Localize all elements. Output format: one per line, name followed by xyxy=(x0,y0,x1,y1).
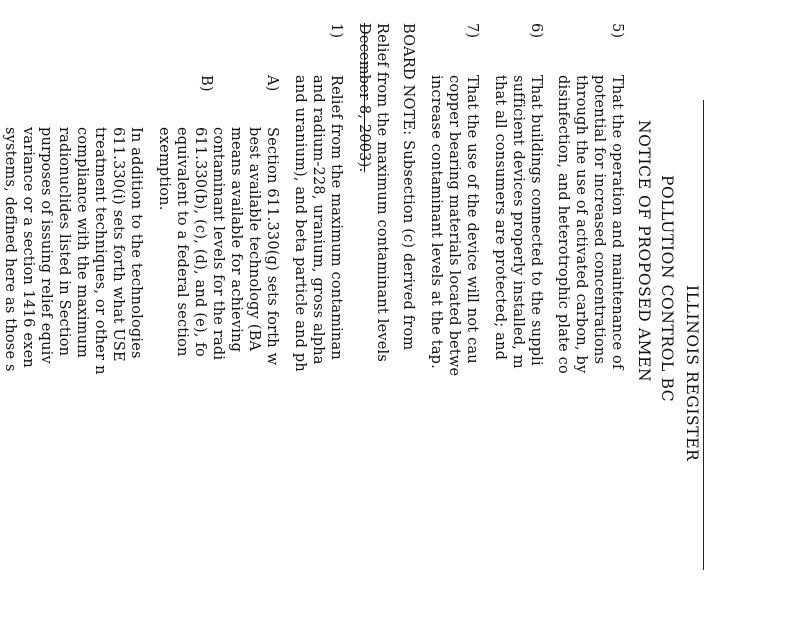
item-a-line: contaminant levels for the radi xyxy=(210,127,226,361)
item-1-line: Relief from the maximum contaminan xyxy=(328,75,344,360)
notice-title: NOTICE OF PROPOSED AMEN xyxy=(635,120,653,383)
document-paper xyxy=(2,0,800,618)
item-b-line: purposes of issuing relief equiv xyxy=(38,127,54,364)
board-title: POLLUTION CONTROL BC xyxy=(658,175,676,403)
item-7-line: copper bearing materials located betwe xyxy=(446,75,462,377)
item-7-line: increase contaminant levels at the tap. xyxy=(428,75,444,369)
item-a-line: Section 611.330(g) sets forth w xyxy=(264,127,280,366)
item-6-line: that all consumers are protected; and xyxy=(492,75,508,361)
item-b-line: systems, defined here as those s xyxy=(2,127,18,372)
item-b-line: treatment techniques, or other n xyxy=(92,127,108,375)
item-5-line: That the operation and maintenance of xyxy=(609,75,625,370)
header-rule xyxy=(703,100,704,570)
item-7-label: 7) xyxy=(464,23,480,39)
item-a-line: means available for achieving xyxy=(228,127,244,353)
item-b-label: B) xyxy=(198,75,214,92)
item-6-line: sufficient devices properly installed, m xyxy=(510,75,526,369)
item-a-label: A) xyxy=(264,75,280,92)
item-b-line: radionuclides listed in Section xyxy=(56,127,72,357)
item-6-line: That buildings connected to the suppli xyxy=(528,75,544,366)
item-a-line: equivalent to a federal section xyxy=(174,127,190,357)
board-note: BOARD NOTE: Subsection (c) derived from xyxy=(400,23,416,351)
item-7-line: That the use of the device will not cau xyxy=(464,75,480,364)
item-a-line: 611.330(b), (c), (d), and (e), fo xyxy=(192,127,208,357)
item-1-line: and uranium), and beta particle and ph xyxy=(292,75,308,372)
register-title: ILLINOIS REGISTER xyxy=(683,285,701,462)
section-f-struck-date: December 8, 2003). xyxy=(356,23,372,173)
item-b-line: compliance with the maximum xyxy=(74,127,90,359)
item-5-line: through the use of activated carbon, by xyxy=(573,75,589,374)
item-5-line: potential for increased concentrations xyxy=(591,75,607,365)
item-5-line: disinfection, and heterotrophic plate co xyxy=(555,75,571,374)
item-a-line: best available technology (BA xyxy=(246,127,262,352)
item-a-line: exemption. xyxy=(156,127,172,211)
item-5-label: 5) xyxy=(609,23,625,39)
item-b-line: 611.330(i) sets forth what USE xyxy=(110,127,126,362)
item-b-line: In addition to the technologies xyxy=(128,127,144,359)
item-1-line: and radium-228, uranium, gross alpha xyxy=(310,75,326,365)
item-1-label: 1) xyxy=(328,23,344,39)
section-f-line: Relief from the maximum contaminant levels xyxy=(374,23,390,363)
item-6-label: 6) xyxy=(528,23,544,39)
item-b-line: variance or a section 1416 exen xyxy=(20,127,36,368)
